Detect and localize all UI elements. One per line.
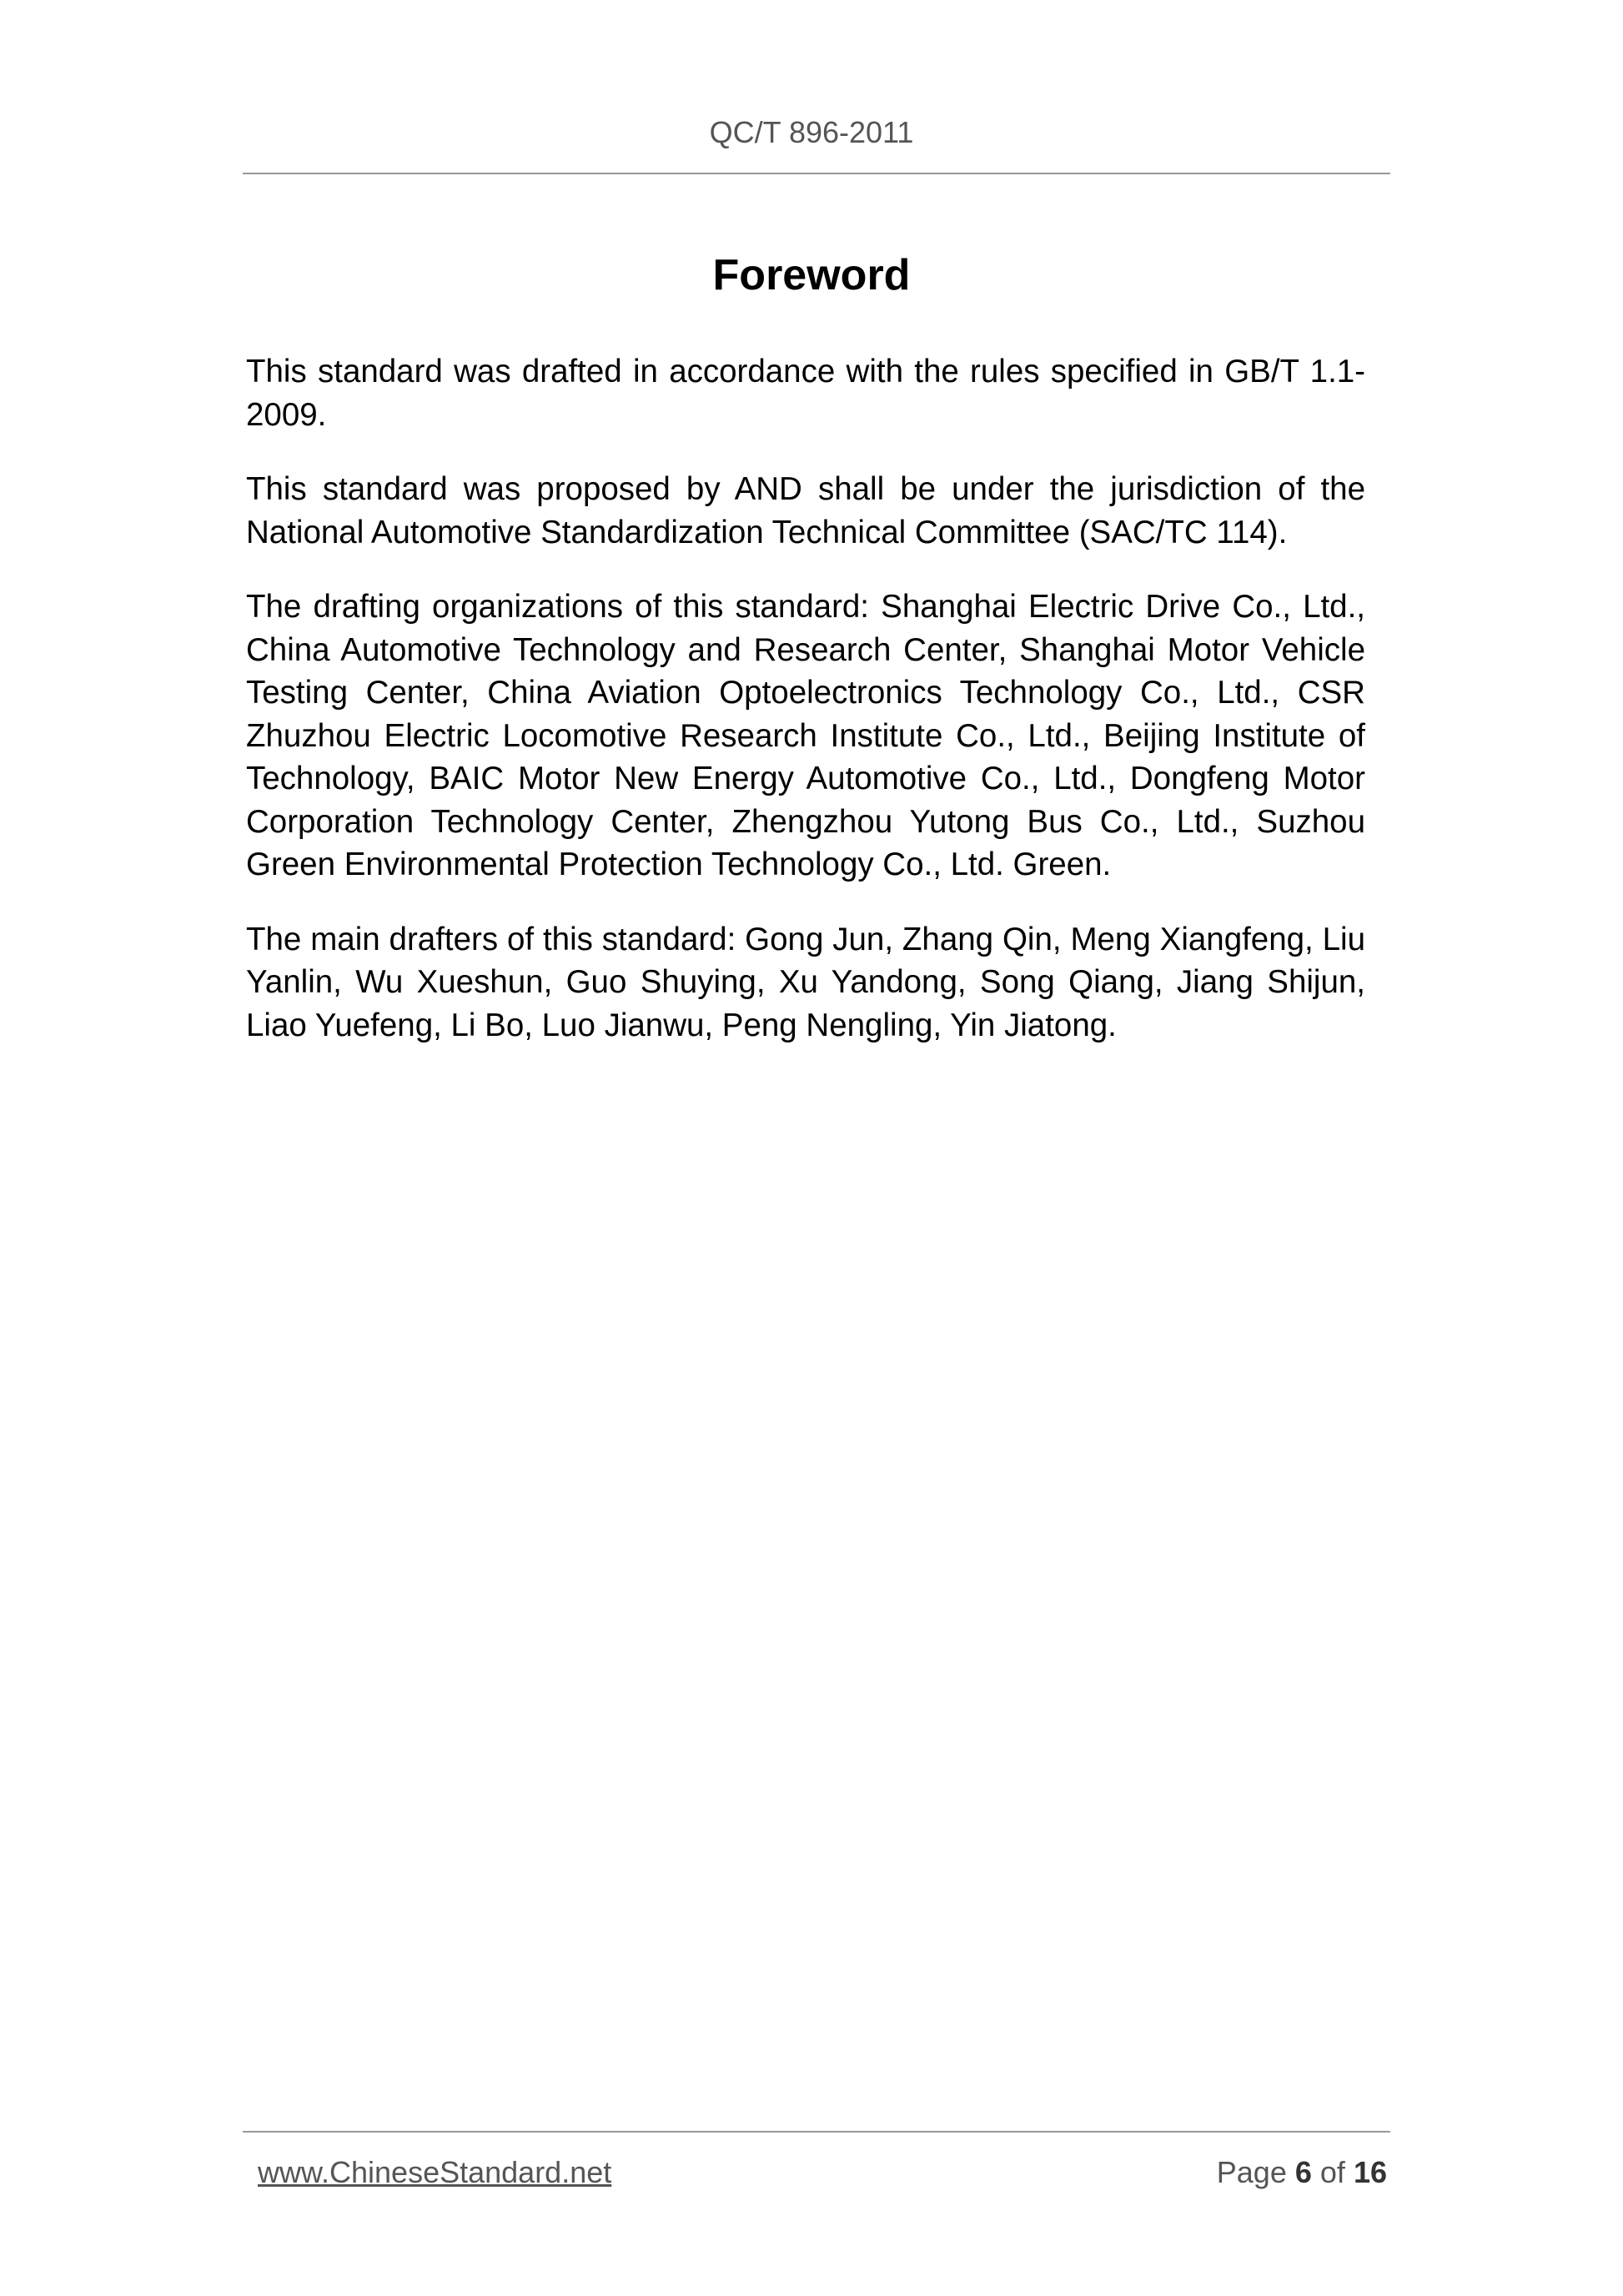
foreword-body xyxy=(246,350,1365,1078)
header-divider xyxy=(243,173,1390,174)
page-label: Page xyxy=(1216,2155,1287,2189)
current-page-number: 6 xyxy=(1294,2155,1312,2189)
paragraph-drafting-organizations: The drafting organizations of this standard: Shanghai Electric Drive Co., Ltd., China Automotive Technology and Research Center, Shanghai Motor Vehicle Testing Center, China Aviation Optoelectronics Technology Co., Ltd., CSR Zhuzhou Electric Locomotive Research Institute Co., Ltd., Beijing Institute of Technology, BAIC Motor New Energy Automotive Co., Ltd., Dongfeng Motor Corporation Technology Center, Zhengzhou Yutong Bus Co., Ltd., Suzhou Green Environmental Protection Technology Co., Ltd. Green. xyxy=(246,589,1365,882)
page-title: Foreword xyxy=(712,251,911,299)
footer-divider xyxy=(243,2131,1390,2133)
document-code-header: QC/T 896-2011 xyxy=(709,115,914,149)
website-link[interactable]: www.ChineseStandard.net xyxy=(258,2155,612,2189)
paragraph-jurisdiction: This standard was proposed by AND shall be under the jurisdiction of the National Automotive Standardization Technical Committee (SAC/TC 114). xyxy=(246,471,1365,550)
page-indicator xyxy=(1217,2155,1387,2190)
paragraph-main-drafters: The main drafters of this standard: Gong Jun, Zhang Qin, Meng Xiangfeng, Liu Yanlin, Wu Xueshun, Guo Shuying, Xu Yandong, Song Qiang, Jiang Shijun, Liao Yuefeng, Li Bo, Luo Jianwu, Peng Nengling, Yin Jiatong. xyxy=(246,921,1365,1043)
total-pages-number: 16 xyxy=(1353,2155,1387,2189)
paragraph-drafting-rules: This standard was drafted in accordance with the rules specified in GB/T 1.1-2009. xyxy=(246,354,1365,433)
page-of-label: of xyxy=(1319,2155,1345,2189)
